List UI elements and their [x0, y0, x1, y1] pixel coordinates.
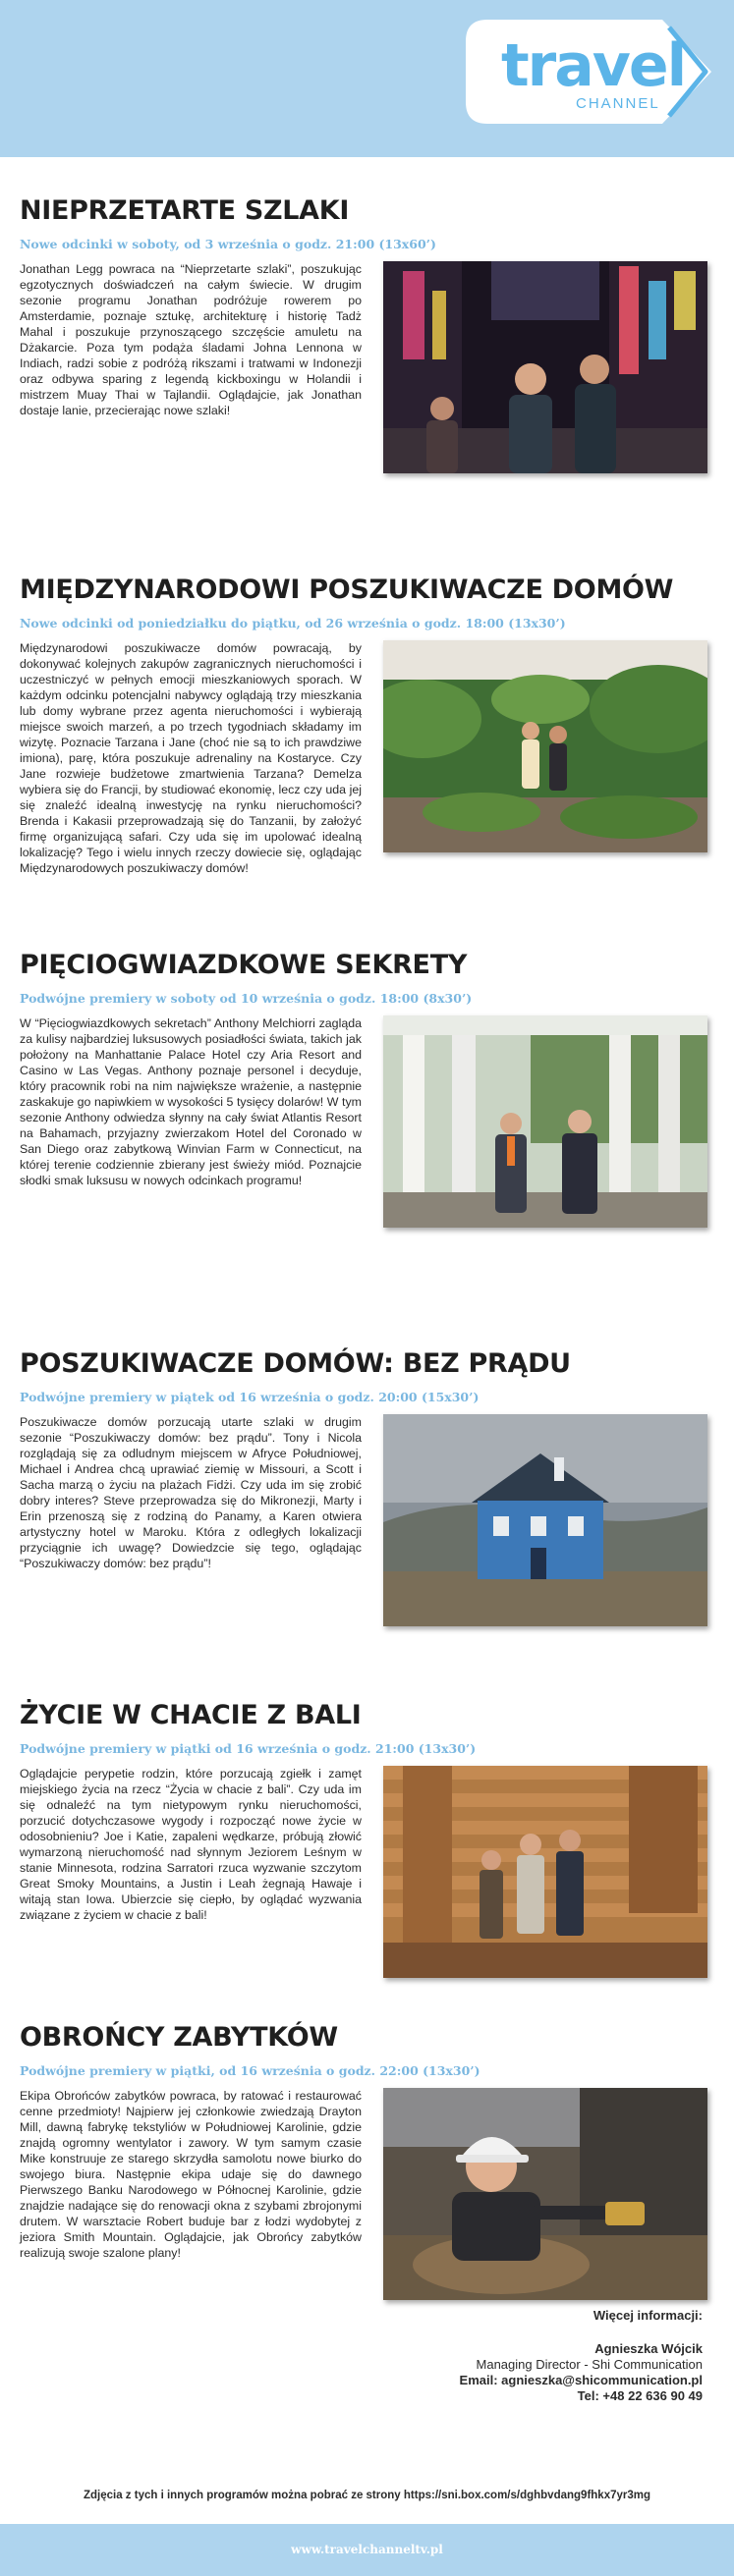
program-schedule: Podwójne premiery w piątek od 16 września o godz. 20:00 (15x30’) [20, 1390, 480, 1404]
program-schedule: Nowe odcinki od poniedziałku do piątku, od 26 września o godz. 18:00 (13x30’) [20, 616, 566, 630]
program-schedule: Podwójne premiery w soboty od 10 września o godz. 18:00 (8x30’) [20, 991, 473, 1006]
worker-hardhat-photo [383, 2088, 707, 2300]
photo-download-note: Zdjęcia z tych i innych programów można pobrać ze strony https://sni.box.com/s/dghbvdang9fhkx7yr3mg [83, 2490, 651, 2501]
footer-url-link[interactable]: www.travelchanneltv.pl [291, 2543, 443, 2556]
program-description: W “Pięciogwiazdkowych sekretach” Anthony Melchiorri zagląda za kulisy najbardziej luksusowych posiadłości świata, takich jak położony na Manhattanie Palace Hotel czy Aria Resort and Casino w Las Vegas. Anthony poznaje personel i decyduje, który pracownik robi na nim największe wrażenie, a następnie zaskakuje go napiwkiem w wysokości 5 tysięcy dolarów! W tym sezonie Anthony odwiedza słynny na cały świat Atlantis Resort na Bahamach, przyjazny zwierzakom Hotel del Coronado w San Diego oraz zabytkową Winvian Farm w Connecticut, na której terenie codziennie zbierany jest świeży miód. Poznajcie słodki smak luksusu w nowych odcinkach programu! [20, 1016, 362, 1187]
blue-house-photo [383, 1414, 707, 1626]
city-night-street-photo [383, 261, 707, 473]
contact-email[interactable]: Email: agnieszka@shicommunication.pl [459, 2373, 703, 2387]
program-schedule: Nowe odcinki w soboty, od 3 września o godz. 21:00 (13x60’) [20, 237, 436, 251]
more-info-label: Więcej informacji: [593, 2308, 703, 2323]
travel-channel-logo [466, 20, 711, 124]
contact-role: Managing Director - Shi Communication [476, 2357, 703, 2372]
log-cabin-interior-photo [383, 1766, 707, 1978]
program-description: Międzynarodowi poszukiwacze domów powracają, by dokonywać kolejnych zakupów zagranicznych nieruchomości i uczestniczyć w pełnych emocji mieszkaniowych sporach. W każdym odcinku potencjalni nabywcy oglądają trzy mieszkania lub domy wybrane przez agenta nieruchomości i wybierają miejsce swoich marzeń, a po trzech tygodniach składamy im wizytę. Poznacie Tarzana i Jane (choć nie są to ich prawdziwe imiona), parę, która poszukuje adrenaliny na Kostaryce. Czy Jane rozwieje budżetowe zmartwienia Tarzana? Demelza wybiera się do Francji, by studiować ekonomię, lecz czy uda jej się znaleźć idealną inwestycję na rynku nieruchomości? Brenda i Kakasii przeprowadzają się do Tanzanii, by założyć firmę organizującą safari. Czy uda się im upolować idealną lokalizację? Tego i wielu innych rzeczy dowiecie się, oglądając Międzynarodowych poszukiwaczy domów! [20, 641, 362, 875]
header-band [0, 0, 734, 157]
program-title: ŻYCIE W CHACIE Z BALI [20, 1700, 362, 1730]
logo-word: travel [501, 31, 686, 100]
contact-block [310, 2308, 703, 2404]
contact-name: Agnieszka Wójcik [594, 2341, 703, 2356]
tropical-garden-photo [383, 640, 707, 852]
program-description: Jonathan Legg powraca na “Nieprzetarte szlaki”, poszukując egzotycznych doświadczeń na całym świecie. W drugim sezonie programu Jonathan podróżuje rowerem po Amsterdamie, poznaje sztukę, architekturę i historię Tadż Mahal i poszukuje przynoszącego szczęście amuletu na Dżakarcie. Poza tym podąża śladami Johna Lennona w Indiach, radzi sobie z podróżą rikszami i tratwami w Indonezji oraz odbywa sparing z legendą kickboxingu w Holandii i mistrzem Muay Thai w Tajlandii. Oglądajcie, jak Jonathan dostaje lanie, przecierając nowe szlaki! [20, 262, 362, 417]
logo-sub: CHANNEL [576, 95, 660, 112]
contact-phone: Tel: +48 22 636 90 49 [577, 2388, 703, 2403]
program-description: Poszukiwacze domów porzucają utarte szlaki w drugim sezonie “Poszukiwaczy domów: bez prądu”. Tony i Nicola rozglądają się za odludnym miejscem w Afryce Południowej, Michael i Andrea chcą uprawiać ziemię w Missouri, a Scott i Sacha marzą o życiu na plażach Fidżi. Czy uda im się zrobić dobry interes? Steve przeprowadza się do Mikronezji, Marty i Erin przenoszą się z rodziną do Panamy, a Karen otwiera artystyczny hotel w Maroku. Która z odległych lokalizacji przyciągnie ich uwagę? Dowiedzcie się tego, oglądając “Poszukiwaczy domów: bez prądu”! [20, 1415, 362, 1570]
program-title: NIEPRZETARTE SZLAKI [20, 195, 350, 226]
program-description: Oglądajcie perypetie rodzin, które porzucają zgiełk i zamęt miejskiego życia na rzecz “Życia w chacie z bali”. Czy uda im się odnaleźć na tym nietypowym rynku nieruchomości, porzucić dotychczasowe wygody i rozpocząć nowe życie w odosobnieniu? Joe i Katie, zapaleni wędkarze, próbują złowić wymarzoną nieruchomość nad słynnym Jeziorem Leśnym w stanie Minnesota, rodzina Sarratori rzuca wyzwanie szczytom Great Smoky Mountains, a Justin i Leah żegnają Hawaje i witają stan Iowa. Ubierzcie się ciepło, by oglądać wyzwania związane z życiem w chacie z bali! [20, 1767, 362, 1922]
hotel-portico-photo [383, 1015, 707, 1228]
program-schedule: Podwójne premiery w piątki od 16 września o godz. 21:00 (13x30’) [20, 1741, 477, 1756]
program-title: PIĘCIOGWIAZDKOWE SEKRETY [20, 950, 468, 980]
program-title: POSZUKIWACZE DOMÓW: BEZ PRĄDU [20, 1348, 571, 1379]
program-title: OBROŃCY ZABYTKÓW [20, 2022, 338, 2053]
footer-band [0, 2524, 734, 2576]
program-schedule: Podwójne premiery w piątki, od 16 września o godz. 22:00 (13x30’) [20, 2063, 480, 2078]
program-description: Ekipa Obrońców zabytków powraca, by ratować i restaurować cenne przedmioty! Najpierw jej członkowie zwiedzają Drayton Mill, dawną fabrykę tekstyliów w Południowej Karolinie, gdzie znajdą ogromny wentylator i zawory. W tym samym czasie Mike konstruuje ze starego skrzydła samolotu nowe biurko do swojego biura. Następnie ekipa udaje się do dawnego Pierwszego Banku Narodowego w Północnej Karolinie, gdzie znajdzie nadające się do renowacji okna z szybami zbrojonymi drutem. W warsztacie Robert buduje bar z łodzi wydobytej z jeziora Smith Mountain. Oglądajcie, jak Obrońcy zabytków realizują swoje szalone plany! [20, 2089, 362, 2260]
program-title: MIĘDZYNARODOWI POSZUKIWACZE DOMÓW [20, 575, 674, 605]
